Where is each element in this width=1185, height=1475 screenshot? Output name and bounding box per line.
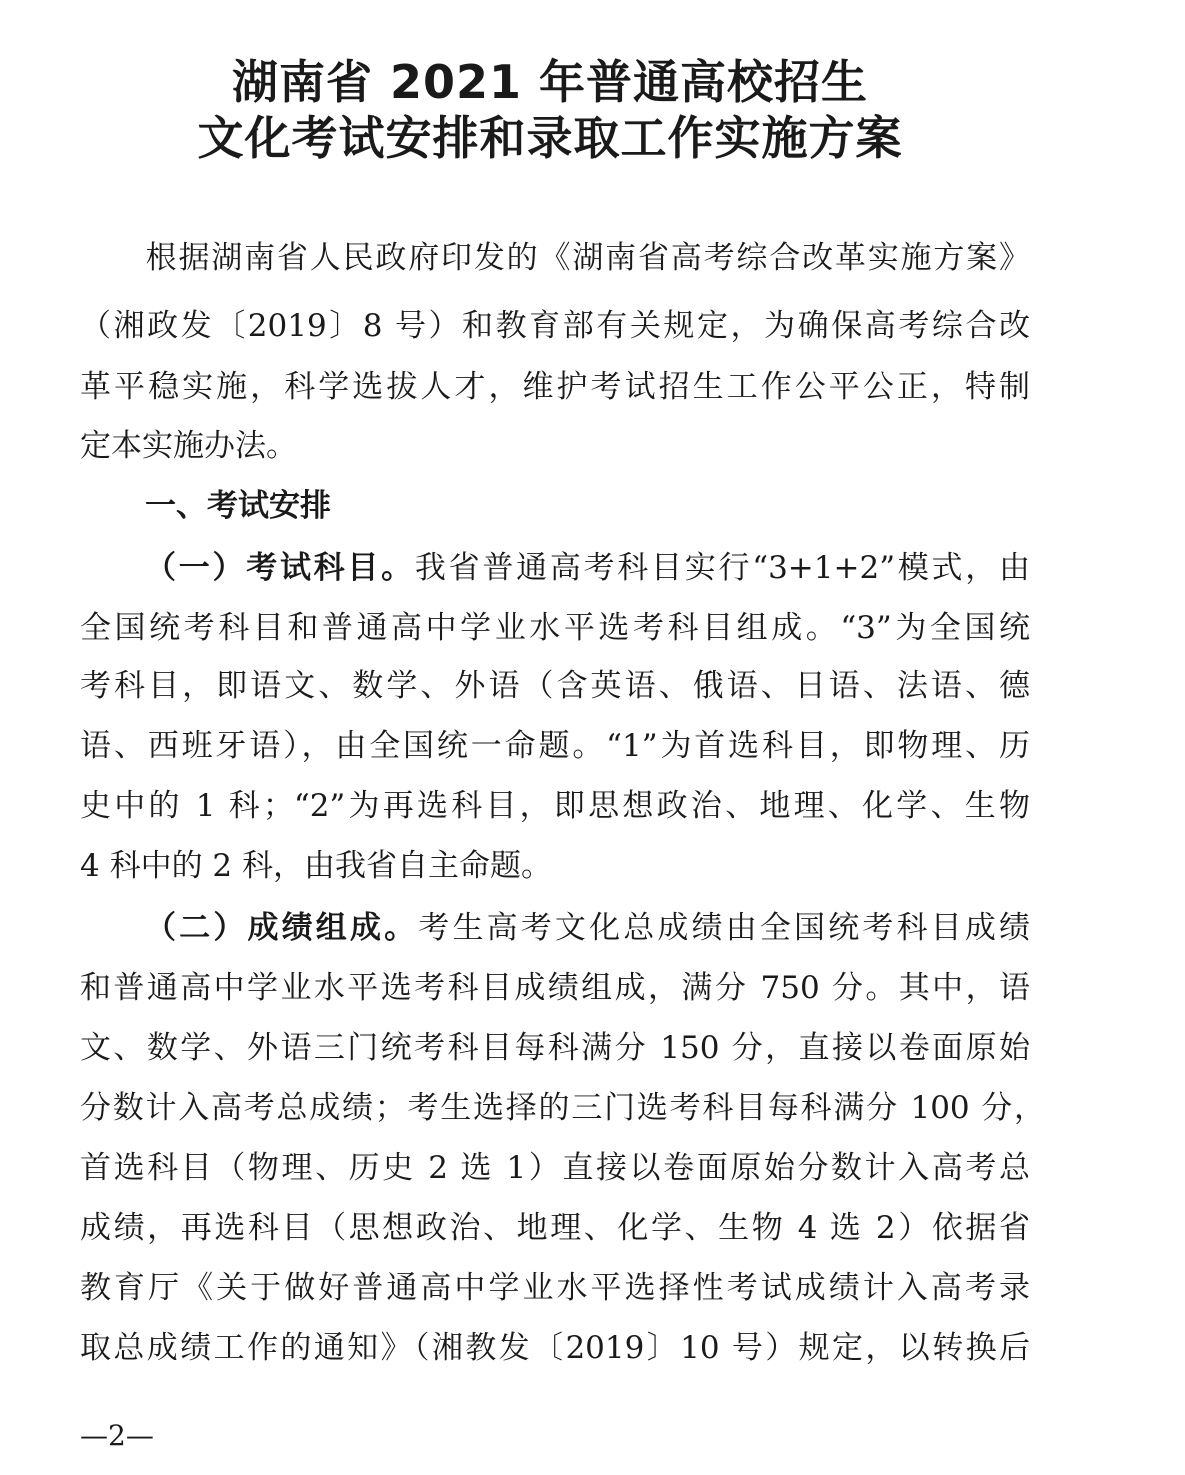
item2-line: 取总成绩工作的通知》（湘教发〔2019〕10 号）规定，以转换后 <box>80 1330 1030 1366</box>
item1-line: 全国统考科目和普通高中学业水平选考科目组成。“3”为全国统 <box>80 610 1030 646</box>
section-heading: 一、考试安排 <box>145 488 331 524</box>
item2-label: （二）成绩组成。 <box>145 910 419 946</box>
document-title-line2: 文化考试安排和录取工作实施方案 <box>197 111 903 165</box>
intro-line: 根据湖南省人民政府印发的《湖南省高考综合改革实施方案》 <box>80 240 1030 276</box>
item2-line: 成绩，再选科目（思想政治、地理、化学、生物 4 选 2）依据省 <box>80 1210 1030 1246</box>
item2-first-line <box>145 908 1030 948</box>
item2-line: 教育厅《关于做好普通高中学业水平选择性考试成绩计入高考录 <box>80 1270 1030 1306</box>
item1-label: （一）考试科目。 <box>145 550 415 586</box>
intro-line: 定本实施办法。 <box>80 428 297 464</box>
item1-first-line-text: 我省普通高考科目实行“3+1+2”模式，由 <box>414 550 1030 586</box>
item1-line: 语、西班牙语），由全国统一命题。“1”为首选科目，即物理、历 <box>80 728 1030 764</box>
page-number: —2— <box>80 1419 154 1452</box>
item1-line: 4 科中的 2 科，由我省自主命题。 <box>80 848 553 884</box>
item2-line: 首选科目（物理、历史 2 选 1）直接以卷面原始分数计入高考总 <box>80 1150 1030 1186</box>
intro-line: 革平稳实施，科学选拔人才，维护考试招生工作公平公正，特制 <box>80 369 1030 405</box>
item2-line: 文、数学、外语三门统考科目每科满分 150 分，直接以卷面原始 <box>80 1030 1030 1066</box>
item1-line: 史中的 1 科；“2”为再选科目，即思想政治、地理、化学、生物 <box>80 788 1030 824</box>
item1-line: 考科目，即语文、数学、外语（含英语、俄语、日语、法语、德 <box>80 668 1030 704</box>
item2-line: 分数计入高考总成绩；考生选择的三门选考科目每科满分 100 分， <box>80 1090 1045 1126</box>
item1-first-line <box>145 548 1030 588</box>
item2-line: 和普通高中学业水平选考科目成绩组成，满分 750 分。其中，语 <box>80 970 1030 1006</box>
document-title-line1: 湖南省 2021 年普通高校招生 <box>231 55 869 109</box>
intro-line: （湘政发〔2019〕8 号）和教育部有关规定，为确保高考综合改 <box>80 308 1030 344</box>
item2-first-line-text: 考生高考文化总成绩由全国统考科目成绩 <box>418 910 1030 946</box>
